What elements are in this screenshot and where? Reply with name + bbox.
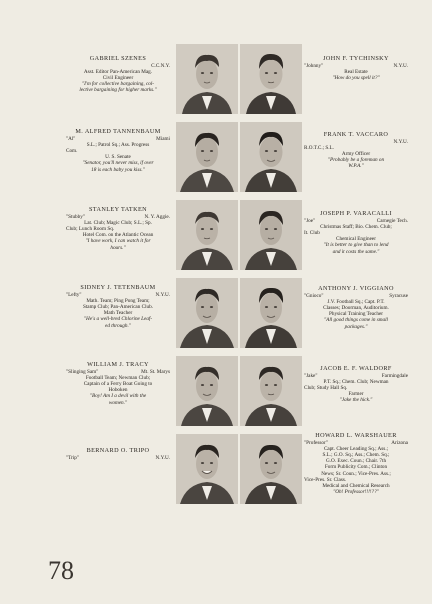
school: N.Y.U. xyxy=(155,292,170,299)
activities: Club; Lunch Room Sq. xyxy=(66,226,115,233)
student-name: HOWARD L. WARSHAUER xyxy=(315,432,397,439)
school: Arizona xyxy=(391,440,408,447)
school: C.C.N.Y. xyxy=(151,63,170,70)
student-row xyxy=(0,122,432,200)
activities: Christmas Staff; Bio. Chem. Club; xyxy=(320,224,392,231)
activities: Football Team; Newman Club; xyxy=(85,375,151,382)
student-portrait xyxy=(176,122,238,192)
activities: S.L.; Patrol Sq.; Ass. Progress xyxy=(86,142,150,149)
quote: "Probably be a foreman on xyxy=(327,157,385,164)
ambition: Chemical Engineer xyxy=(336,236,376,243)
school: Carnegie Tech. xyxy=(376,218,408,225)
activities: S.L.; G.O. Sq.; Ass.; Chem. Sq.; xyxy=(322,452,390,459)
activities: Lat. Club; Magic Club; S.L.; Sp. xyxy=(84,220,152,227)
student-caption-left xyxy=(66,285,170,329)
student-caption-right xyxy=(304,56,408,81)
ambition: Real Estate xyxy=(344,69,368,76)
activities: G.O. Exec. Coun.; Chair. 7th xyxy=(325,458,387,465)
quote: "Oh! Professor!!!!??" xyxy=(333,488,379,495)
school: Farmingdale xyxy=(381,373,408,380)
quote: packages." xyxy=(344,323,368,330)
student-caption-left xyxy=(66,448,170,461)
student-portrait xyxy=(240,434,302,504)
student-name: GABRIEL SZENES xyxy=(89,55,147,62)
nickname-school xyxy=(66,455,170,461)
nickname: "Lefty" xyxy=(66,292,82,299)
quote: W.P.A." xyxy=(348,163,364,170)
ambition: Math Teacher xyxy=(103,310,133,317)
ambition: Farmer xyxy=(348,391,364,398)
activities: Vice-Pres. Sr. Class. xyxy=(304,476,347,483)
quote: women." xyxy=(108,399,128,406)
activities: J.V. Football Sq.; Capt. P.T. xyxy=(327,299,385,306)
quote: "How do you spell it?" xyxy=(332,75,380,82)
student-caption-left xyxy=(66,207,170,251)
activities: Asst. Editor Pan-American Mag. xyxy=(83,69,153,76)
ambition: Hoboken xyxy=(108,387,128,394)
activities: Form Publicity Com.; Clinton xyxy=(324,464,388,471)
student-name: ANTHONY J. VIGGIANO xyxy=(318,285,394,292)
student-portrait xyxy=(176,356,238,426)
quote: 18 is each baby you kiss." xyxy=(91,166,145,173)
quote: ed through." xyxy=(105,322,131,329)
student-name: SIDNEY J. TETENBAUM xyxy=(80,284,156,291)
student-row xyxy=(0,44,432,122)
student-portrait xyxy=(176,434,238,504)
activities: It. Club xyxy=(304,230,320,237)
student-portrait xyxy=(176,44,238,114)
ambition: Army Officer xyxy=(341,151,371,158)
quote: lective bargaining for higher marks." xyxy=(79,87,157,94)
student-caption-right xyxy=(304,286,408,330)
quote: hours." xyxy=(110,244,126,251)
student-caption-right xyxy=(304,366,408,404)
activities: Com. xyxy=(66,148,78,155)
ambition: Physical Training Teacher xyxy=(328,311,383,318)
quote: "I have work, I can watch it for xyxy=(85,238,151,245)
student-portrait xyxy=(240,356,302,426)
student-name: JOSEPH P. VARACALLI xyxy=(320,210,392,217)
school: N.Y.U. xyxy=(393,63,408,70)
student-name: JACOB E. F. WALDORF xyxy=(320,365,392,372)
school: Miami xyxy=(156,136,170,143)
quote: "He's a well-bred Chlorine Leaf- xyxy=(83,316,153,323)
school: N.Y.U. xyxy=(155,455,170,462)
quote: "Boy! Am I a devil with the xyxy=(89,393,147,400)
student-caption-left xyxy=(66,129,170,173)
school: N.Y.U. xyxy=(393,139,408,146)
student-name: JOHN F. TYCHINSKY xyxy=(323,55,389,62)
nickname: "Slinging Sam" xyxy=(66,369,99,376)
student-portrait xyxy=(240,122,302,192)
student-row xyxy=(0,434,432,512)
school: N. Y. Aggie. xyxy=(144,214,170,221)
page-number: 78 xyxy=(48,556,74,585)
quote: "I'm for collective bargaining, col- xyxy=(81,81,155,88)
nickname: "Jake" xyxy=(304,373,318,380)
student-row xyxy=(0,278,432,356)
student-portrait xyxy=(240,44,302,114)
student-name: FRANK T. VACCARO xyxy=(323,131,389,138)
activities: News; Sr. Coun.; Vice-Pres. Ass.; xyxy=(321,470,391,477)
nickname: "Al" xyxy=(66,136,76,143)
ambition: Civil Engineer xyxy=(102,75,134,82)
activities: R.O.T.C.; S.L. xyxy=(304,145,335,152)
student-row xyxy=(0,200,432,278)
activities: Math. Team; Ping Pong Team; xyxy=(86,298,150,305)
ambition: Captain of a Ferry Boat Going to xyxy=(83,381,153,388)
nickname: "Johnny" xyxy=(304,63,324,70)
student-name: WILLIAM J. TRACY xyxy=(87,361,149,368)
student-caption-left xyxy=(66,56,170,94)
nickname: "Joe" xyxy=(304,218,316,225)
school: Mt. St. Marys xyxy=(141,369,170,376)
student-name: STANLEY TATKEN xyxy=(88,206,148,213)
student-row xyxy=(0,356,432,434)
quote: "Senator, you'll never miss, if over xyxy=(82,160,154,167)
quote: "Jake the hick." xyxy=(339,397,373,404)
nickname: "Professor" xyxy=(304,440,328,447)
nickname: "Gnioco" xyxy=(304,293,324,300)
ambition: U. S. Senate xyxy=(105,154,131,161)
activities: Classes; Doorman, Auditorium. xyxy=(323,305,389,312)
student-name: BERNARD O. TRIPO xyxy=(86,447,150,454)
student-caption-right xyxy=(304,433,408,495)
student-portrait xyxy=(240,200,302,270)
quote: "It is better to give than to lend xyxy=(323,242,389,249)
student-portrait xyxy=(176,200,238,270)
nickname: "Stubby" xyxy=(66,214,85,221)
nickname: "Trip" xyxy=(66,455,79,462)
student-portrait xyxy=(176,278,238,348)
ambition: Medical and Chemical Research xyxy=(322,482,390,489)
student-portrait xyxy=(240,278,302,348)
activities: Capt. Cheer Leading Sq.; Ass.; xyxy=(323,446,389,453)
activities: P.T. Sq.; Chem. Club; Newman xyxy=(323,379,389,386)
ambition: Hotel Com. on the Atlantic Ocean xyxy=(82,232,154,239)
activities: Stamp Club; Pan-American Club. xyxy=(82,304,154,311)
student-caption-left xyxy=(66,362,170,406)
school: Syracuse xyxy=(389,293,408,300)
activities: Club; Study Hall Sq. xyxy=(304,385,348,392)
quote: "All good things come in small xyxy=(324,317,388,324)
student-name: M. ALFRED TANNENBAUM xyxy=(75,128,161,135)
quote: and it costs the same." xyxy=(332,248,380,255)
student-caption-right xyxy=(304,211,408,255)
student-caption-right xyxy=(304,132,408,170)
